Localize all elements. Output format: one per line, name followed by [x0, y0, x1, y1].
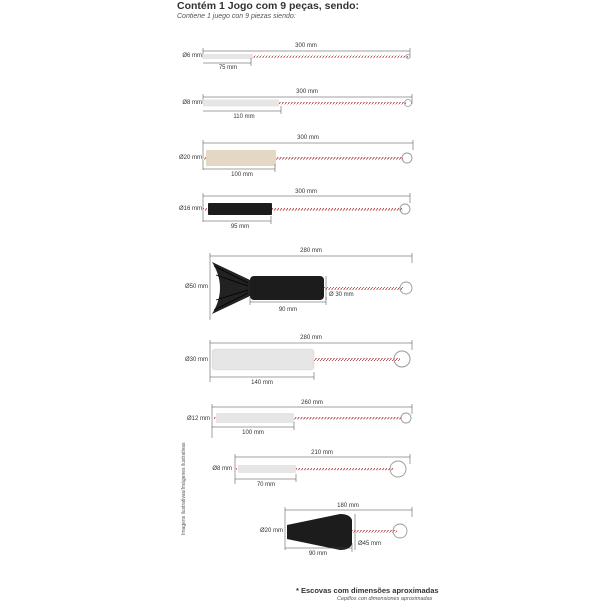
brush-2-diameter: Ø8 mm: [182, 100, 202, 106]
brush-7-bristle-length: 100 mm: [242, 430, 264, 436]
brush-9: [285, 507, 412, 552]
brush-8-bristle-length: 70 mm: [256, 482, 276, 488]
brush-5-bristle-length: 90 mm: [278, 307, 298, 313]
brush-5-tip-diameter: Ø 30 mm: [329, 292, 354, 298]
brush-9-bristle-length: 90 mm: [308, 551, 328, 557]
brush-6-total-length: 280 mm: [300, 335, 322, 341]
brush-7-total-length: 260 mm: [301, 400, 323, 406]
brush-8-diameter: Ø8 mm: [212, 466, 232, 472]
brush-4: [203, 193, 410, 224]
brush-1-bristle-length: 75 mm: [218, 65, 238, 71]
brush-3-total-length: 300 mm: [297, 135, 319, 141]
brush-6: [210, 340, 412, 382]
brush-1: [203, 48, 410, 66]
brush-8: [235, 454, 410, 484]
fan-bristles: [212, 262, 250, 314]
brush-8-total-length: 210 mm: [311, 450, 333, 456]
brush-5-diameter: Ø50 mm: [184, 284, 208, 290]
brush-1-total-length: 300 mm: [295, 43, 317, 49]
bristles: [203, 54, 253, 59]
brush-9-diameter: Ø20 mm: [259, 528, 283, 534]
brush-3-bristle-length: 100 mm: [231, 172, 253, 178]
page-subtitle: Contiene 1 juego con 9 piezas siendo:: [177, 13, 296, 20]
brush-4-diameter: Ø16 mm: [178, 206, 202, 212]
page-title: Contém 1 Jogo com 9 peças, sendo:: [177, 0, 360, 12]
brush-9-tip-diameter: Ø45 mm: [358, 541, 382, 547]
conical-bristles: [287, 514, 352, 550]
brush-6-bristle-length: 140 mm: [251, 380, 273, 386]
brush-4-total-length: 300 mm: [295, 189, 317, 195]
brush-2-total-length: 300 mm: [296, 89, 318, 95]
brush-4-bristle-length: 95 mm: [230, 224, 250, 230]
brush-6-diameter: Ø30 mm: [184, 357, 208, 363]
brush-2: [203, 94, 412, 114]
brush-5: [210, 253, 412, 320]
brush-7-diameter: Ø12 mm: [186, 416, 210, 422]
illustrative-images-note: Imagens ilustrativas/Imágenes ilustrativas: [181, 442, 187, 535]
brush-3-diameter: Ø20 mm: [178, 155, 202, 161]
approximate-dimensions-note-es: Cepillos con dimensiones aproximadas: [337, 596, 433, 602]
brush-9-total-length: 180 mm: [337, 503, 359, 509]
brush-1-diameter: Ø6 mm: [182, 53, 202, 59]
approximate-dimensions-note: * Escovas com dimensões aproximadas: [296, 586, 439, 595]
brush-3: [203, 140, 413, 172]
brush-5-total-length: 280 mm: [300, 248, 322, 254]
brush-2-bristle-length: 110 mm: [233, 114, 255, 120]
